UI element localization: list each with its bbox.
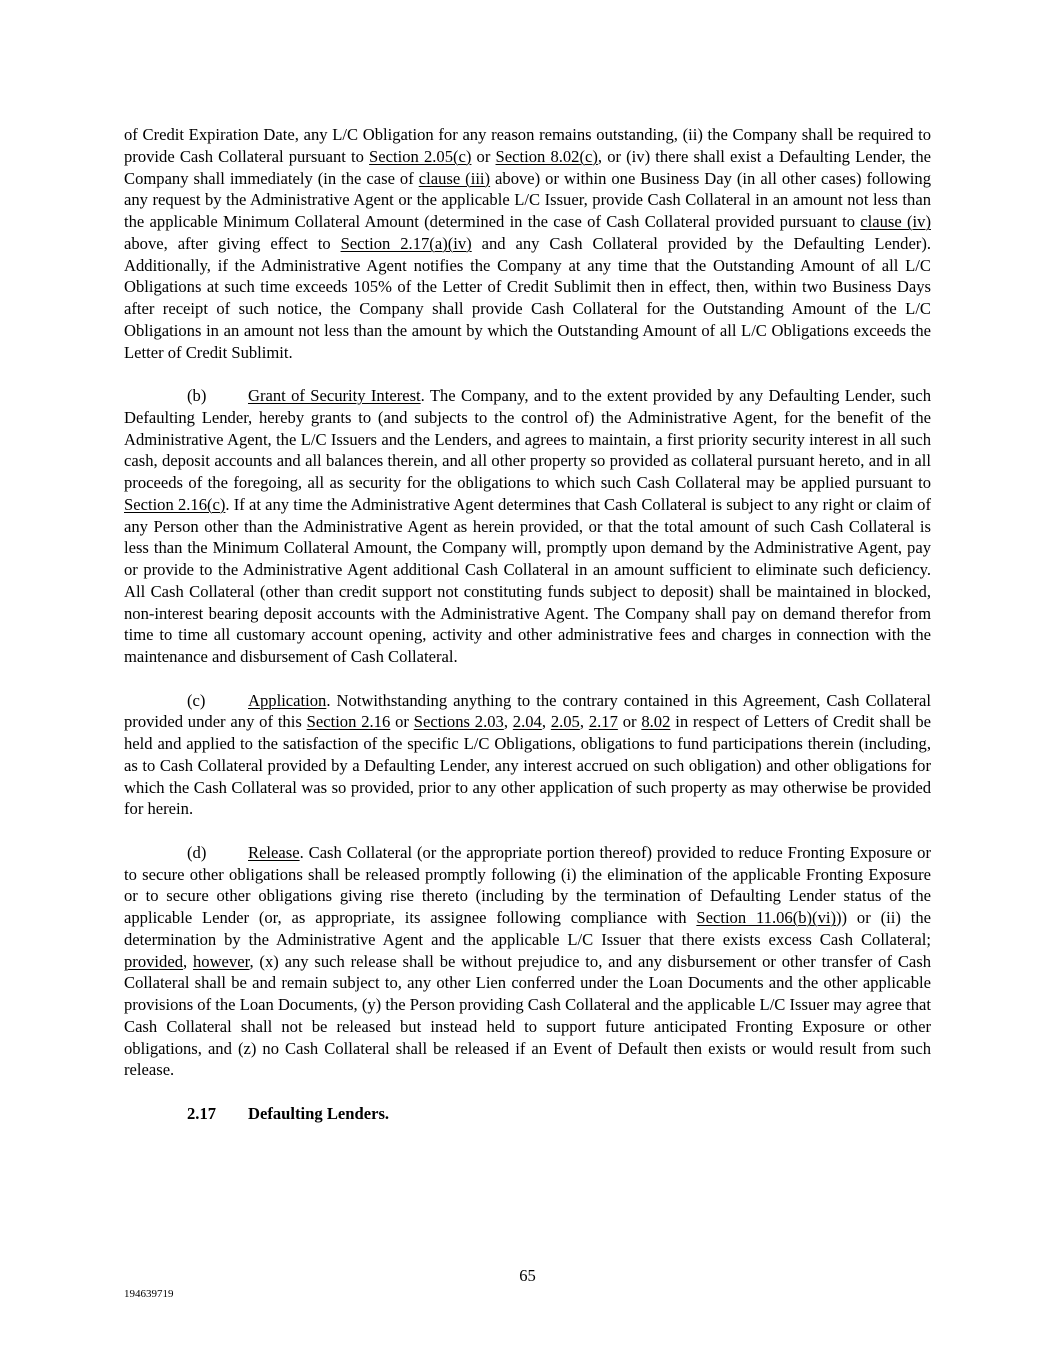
section-reference: Section 2.05(c) <box>369 146 472 166</box>
paragraph-application: (c) Application. Notwithstanding anything to the contrary contained in this Agreement, Cash Collateral provided under any of this Section 2.16 or Sections 2.03, 2.04, 2.05, 2.17 or 8.02 in respect of Letters of Credit shall be held and applied to the satisfaction of the specific L/C Obligations, obligations to fund participations therein (including, as to Cash Collateral provided by a Defaulting Lender, any interest accrued on such obligation) and other obligations for which the Cash Collateral was so provided, prior to any other application of such property as may otherwise be provided for herein. <box>124 690 932 819</box>
page-number: 65 <box>519 1266 536 1285</box>
paragraph-marker: (d) <box>187 842 207 862</box>
section-reference: 2.04 <box>512 712 542 732</box>
paragraph-grant-of-security-interest: (b) Grant of Security Interest. The Company, and to the extent provided by any Defaulting Lender, such Defaulting Lender, hereby grants to (and subjects to the control of) the Administrative Agent, for the benefit of the Administrative Agent, the L/C Issuers and the Lenders, and agrees to maintain, a first priority security interest in all such cash, deposit accounts and all balances therein, and all other property so provided as collateral pursuant hereto, and in all proceeds of the foregoing, all as security for the obligations to which such Cash Collateral may be applied pursuant to Section 2.16(c). If at any time the Administrative Agent determines that Cash Collateral is subject to any right or claim of any Person other than the Administrative Agent as herein provided, or that the total amount of such Cash Collateral is less than the Minimum Collateral Amount, the Company will, promptly upon demand by the Administrative Agent, pay or provide to the Administrative Agent additional Cash Collateral in an amount sufficient to eliminate such deficiency. All Cash Collateral (other than credit support not constituting funds subject to deposit) shall be maintained in blocked, non-interest bearing deposit accounts with the Administrative Agent. The Company shall pay on demand therefor from time to time all customary account opening, activity and other administrative fees and charges in connection with the maintenance and disbursement of Cash Collateral. <box>124 386 931 666</box>
section-reference: Section 11.06(b)(vi) <box>696 908 837 927</box>
section-reference: 2.17 <box>588 712 618 732</box>
section-heading <box>124 1103 931 1125</box>
paragraph-release: (d) Release. Cash Collateral (or the appropriate portion thereof) provided to reduce Fronting Exposure or to secure other obligations shall be released promptly following (i) the elimination of the applicable Fronting Exposure or to secure other obligations giving rise thereto (including by the termination of Defaulting Lender status of the applicable Lender (or, as appropriate, its assignee following compliance with Section 11.06(b)(vi))) or (ii) the determination by the Administrative Agent and the applicable L/C Issuer that there exists excess Cash Collateral; provided, however, (x) any such release shall be without prejudice to, and any disbursement or other transfer of Cash Collateral shall be and remain subject to, any other Lien conferred under the Loan Documents and the other applicable provisions of the Loan Documents, (y) the Person providing Cash Collateral and the applicable L/C Issuer may agree that Cash Collateral shall not be released but instead held to support future anticipated Fronting Exposure or other obligations, and (z) no Cash Collateral shall be released if an Event of Default then exists or would result from such release. <box>124 842 932 1080</box>
section-reference: Section 8.02(c) <box>495 146 598 166</box>
section-title: Defaulting Lenders. <box>248 1103 390 1123</box>
section-reference: Sections 2.03 <box>413 712 504 732</box>
clause-reference: clause (iv) <box>860 212 931 231</box>
section-reference: Section 2.16(c) <box>124 494 226 514</box>
paragraph-cash-collateral-continued: of Credit Expiration Date, any L/C Obligation for any reason remains outstanding, (ii) the Company shall be required to provide Cash Collateral pursuant to Section 2.05(c) or Section 8.02(c), or (iv) there shall exist a Defaulting Lender, the Company shall immediately (in the case of clause (iii) above) or within one Business Day (in all other cases) following any request by the Administrative Agent or the applicable L/C Issuer, provide Cash Collateral in an amount not less than the applicable Minimum Collateral Amount (determined in the case of Cash Collateral provided pursuant to clause (iv) above, after giving effect to Section 2.17(a)(iv) and any Cash Collateral provided by the Defaulting Lender). Additionally, if the Administrative Agent notifies the Company at any time that the Outstanding Amount of all L/C Obligations at such time exceeds 105% of the Letter of Credit Sublimit then in effect, then, within two Business Days after receipt of such notice, the Company shall provide Cash Collateral for the Outstanding Amount of the L/C Obligations in an amount not less than the amount by which the Outstanding Amount of all L/C Obligations exceeds the Letter of Credit Sublimit. <box>124 125 932 362</box>
section-reference: 2.05 <box>550 712 580 732</box>
paragraph-title: Release <box>248 842 300 862</box>
section-reference: Section 2.16 <box>306 712 391 732</box>
proviso-term: however <box>192 951 250 971</box>
paragraph-marker: (b) <box>187 386 207 405</box>
section-number: 2.17 <box>187 1103 217 1123</box>
clause-reference: clause (iii) <box>418 168 491 188</box>
proviso-term: provided <box>124 951 183 971</box>
section-reference: 8.02 <box>641 712 671 732</box>
document-body <box>124 124 931 1125</box>
paragraph-title: Grant of Security Interest <box>248 386 421 405</box>
paragraph-title: Application <box>248 690 327 710</box>
section-reference: Section 2.17(a)(iv) <box>340 233 472 253</box>
document-id: 194639719 <box>124 1288 174 1300</box>
paragraph-marker: (c) <box>187 690 206 710</box>
